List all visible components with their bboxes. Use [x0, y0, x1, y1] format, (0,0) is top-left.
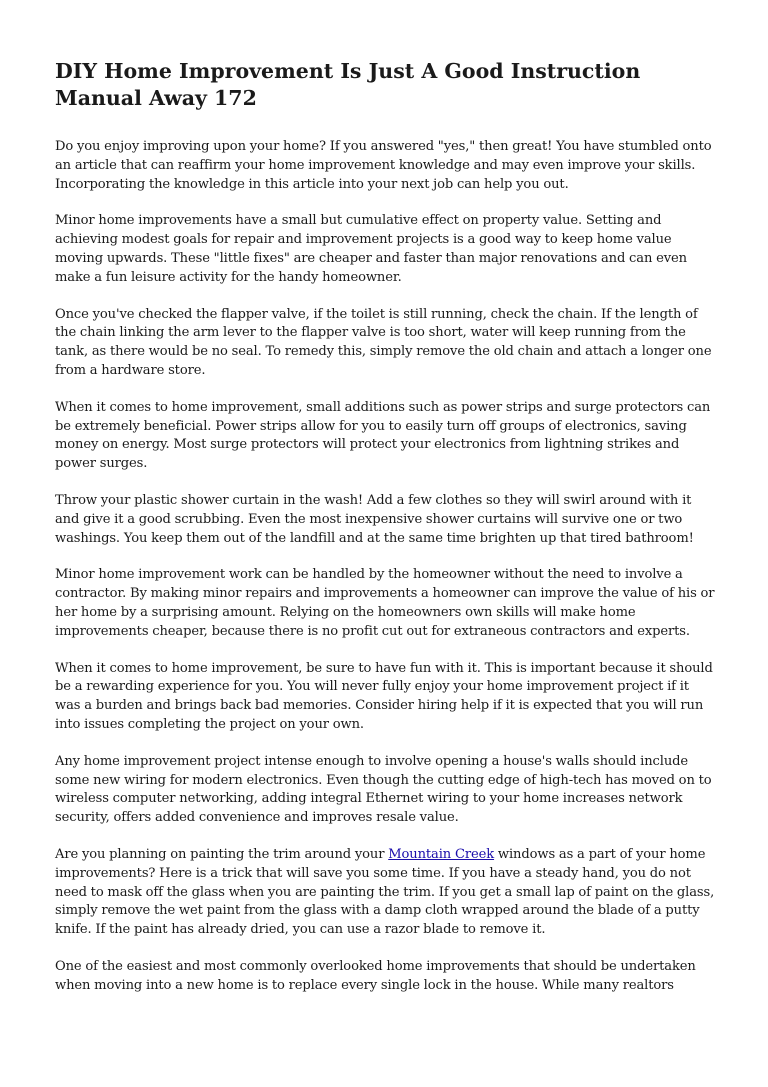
painting-text-after: windows as a part of your home improvements? Here is a trick that will save you some time. If you have a steady hand, you do not need to mask off the glass when you are painting the trim. If you get a small lap of paint on the glass, simply remove the wet paint from the glass with a damp cloth wrapped around the blade of a putty knife. If the paint has already dried, you can use a razor blade to remove it. [55, 846, 715, 938]
paragraph-power-strips: When it comes to home improvement, small additions such as power strips and surge protectors can be extremely beneficial. Power strips allow for you to easily turn off groups of electronics, saving money on energy. Most surge protectors will protect your electronics from lightning strikes and power surges. [55, 399, 711, 472]
paragraph-minor-work: Minor home improvement work can be handled by the homeowner without the need to involve a contractor. By making minor repairs and improvements a homeowner can improve the value of his or her home by a surprising amount. Relying on the homeowners own skills will make home improvements cheaper, because there is no profit cut out for extraneous contractors and experts. [55, 567, 715, 639]
paragraph-flapper-valve: Once you've checked the flapper valve, if the toilet is still running, check the chain. If the length of the chain linking the arm lever to the flapper valve is too short, water will keep running from the tank, as there would be no seal. To remedy this, simply remove the old chain and attach a longer one from a hardware store. [55, 306, 712, 378]
article-title: DIY Home Improvement Is Just A Good Instruction Manual Away 172 [55, 59, 641, 110]
document-page [55, 58, 715, 1013]
painting-text-before: Are you planning on painting the trim around your [55, 846, 389, 862]
paragraph-wiring: Any home improvement project intense enough to involve opening a house's walls should include some new wiring for modern electronics. Even though the cutting edge of high-tech has moved on to wireless computer networking, adding integral Ethernet wiring to your home increases network security, offers added convenience and improves resale value. [55, 753, 712, 826]
paragraph-painting-trim [55, 846, 715, 940]
paragraph-intro: Do you enjoy improving upon your home? If you answered "yes," then great! You have stumbled onto an article that can reaffirm your home improvement knowledge and may even improve your skills. Incorporating the knowledge in this article into your next job can help you out. [55, 139, 712, 192]
mountain-creek-link[interactable]: Mountain Creek [388, 846, 495, 862]
paragraph-shower-curtain: Throw your plastic shower curtain in the wash! Add a few clothes so they will swirl around with it and give it a good scrubbing. Even the most inexpensive shower curtains will survive one or two washings. You keep them out of the landfill and at the same time brighten up that tired bathroom! [55, 492, 694, 546]
paragraph-have-fun: When it comes to home improvement, be sure to have fun with it. This is important because it should be a rewarding experience for you. You will never fully enjoy your home improvement project if it was a burden and brings back bad memories. Consider hiring help if it is expected that you will run into issues completing the project on your own. [55, 660, 713, 732]
paragraph-minor-improvements: Minor home improvements have a small but cumulative effect on property value. Setting and achieving modest goals for repair and improvement projects is a good way to keep home value moving upwards. These "little fixes" are cheaper and faster than major renovations and can even make a fun leisure activity for the handy homeowner. [55, 213, 687, 285]
paragraph-replace-locks: One of the easiest and most commonly overlooked home improvements that should be undertaken when moving into a new home is to replace every single lock in the house. While many realtors [55, 958, 696, 993]
